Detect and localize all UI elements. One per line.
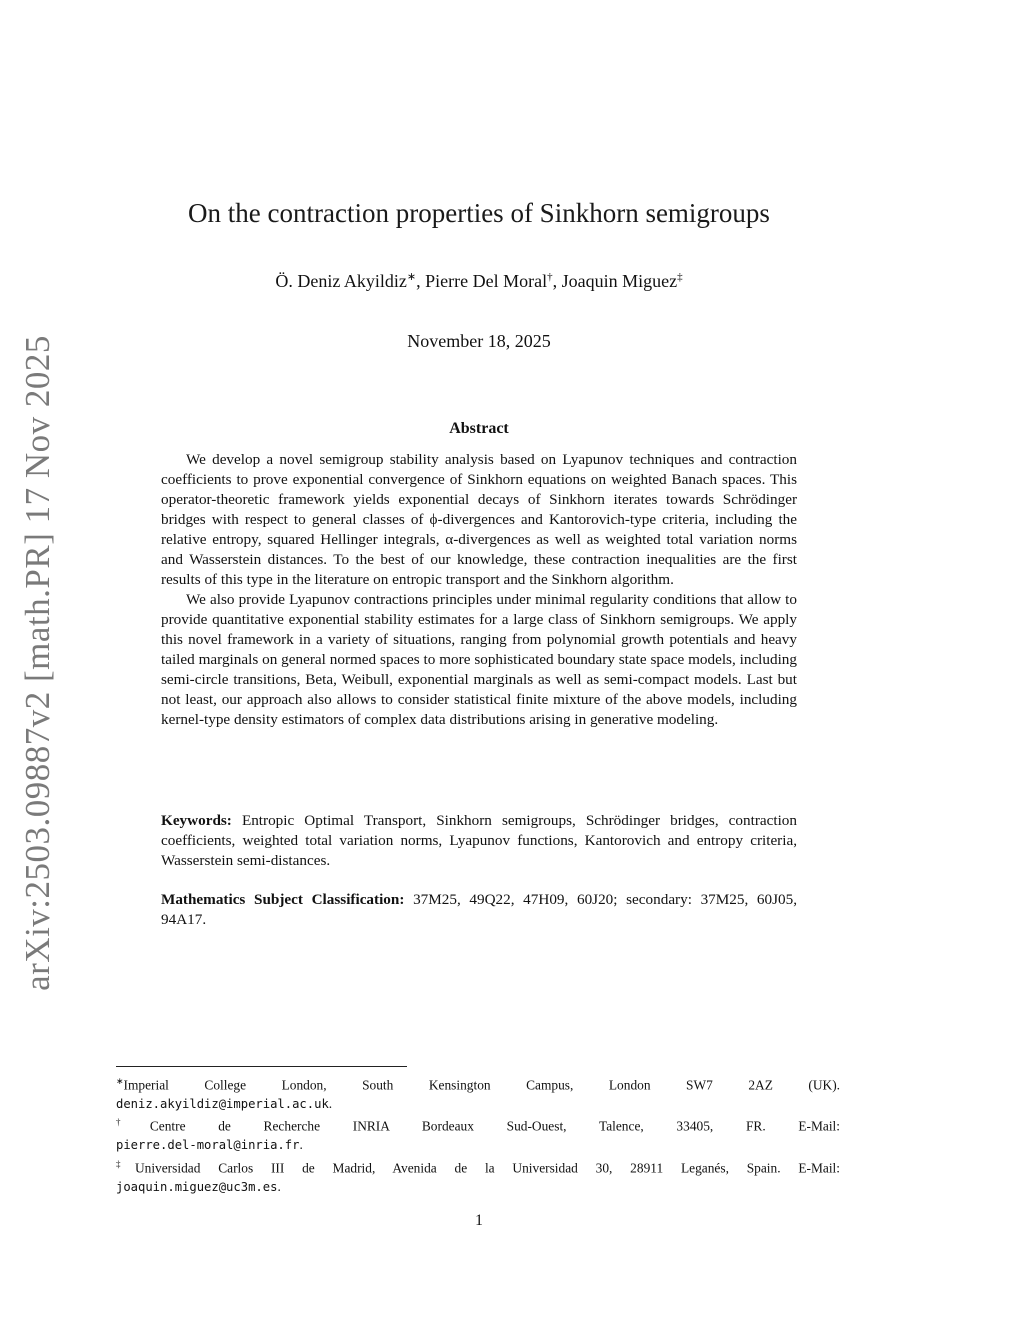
footnotes <box>116 1072 840 1196</box>
footnote-affiliation-1 <box>116 1072 840 1095</box>
footnote-text: Universidad Carlos III de Madrid, Avenida de la Universidad 30, 28911 Leganés, Spain. E-Mail: <box>134 1160 840 1176</box>
author-mark: ‡ <box>677 271 683 283</box>
author-name: Ö. Deniz Akyildiz <box>275 271 407 291</box>
keywords-block <box>161 811 797 871</box>
footnote-rule <box>116 1066 407 1067</box>
abstract-heading: Abstract <box>449 420 509 437</box>
footnote-email-line: pierre.del-moral@inria.fr. <box>116 1137 303 1153</box>
arxiv-side-stamp <box>8 334 68 991</box>
abstract-paragraph: We also provide Lyapunov contractions principles under minimal regularity conditions that allow to provide quantitative exponential stability estimates for a large class of Sinkhorn semigroups. We apply this novel framework in a variety of situations, ranging from polynomial growth potentials and heavy tailed marginals on general normed spaces to more sophisticated boundary state space models, including semi-circle transitions, Beta, Weibull, exponential marginals as well as semi-compact models. Last but not least, our approach also allows to consider statistical finite mixture of the above models, including kernel-type density estimators of complex data distributions arising in generative modeling. <box>161 591 797 728</box>
page-number: 1 <box>475 1212 483 1229</box>
footnote-email-line: joaquin.miguez@uc3m.es. <box>116 1178 281 1194</box>
footnote-affiliation-3 <box>116 1155 840 1178</box>
author-mark: † <box>547 271 553 283</box>
author-line: Ö. Deniz Akyildiz∗, Pierre Del Moral†, Joaquin Miguez‡ <box>275 271 683 291</box>
keywords-label: Keywords: <box>161 812 232 829</box>
msc-label: Mathematics Subject Classification: <box>161 891 405 908</box>
arxiv-identifier: arXiv:2503.09887v2 [math.PR] 17 Nov 2025 <box>18 334 58 991</box>
footnote-mark: ∗ <box>116 1076 124 1086</box>
footnote-mark: † <box>116 1117 150 1128</box>
footnote-mark: ‡ <box>116 1158 135 1169</box>
author-mark: ∗ <box>406 271 417 283</box>
author-name: Joaquin Miguez <box>561 271 678 291</box>
footnote-text: Centre de Recherche INRIA Bordeaux Sud-Ouest, Talence, 33405, FR. E-Mail: <box>149 1118 841 1134</box>
abstract-body <box>161 450 797 730</box>
footnote-affiliation-2 <box>116 1113 840 1136</box>
footnote-text: Imperial College London, South Kensington Campus, London SW7 2AZ (UK). <box>123 1077 840 1093</box>
keywords-text: Entropic Optimal Transport, Sinkhorn semigroups, Schrödinger bridges, contraction coefficients, weighted total variation norms, Lyapunov functions, Kantorovich and entropy criteria, Wasserstein semi-distances. <box>161 812 797 869</box>
email-link[interactable]: deniz.akyildiz@imperial.ac.uk <box>116 1096 329 1111</box>
author-name: Pierre Del Moral <box>425 271 548 291</box>
footnote-email-line: deniz.akyildiz@imperial.ac.uk. <box>116 1095 333 1111</box>
email-link[interactable]: pierre.del-moral@inria.fr <box>116 1138 300 1153</box>
msc-text: 37M25, 49Q22, 47H09, 60J20; secondary: 37M25, 60J05, 94A17. <box>161 891 797 928</box>
abstract-paragraph: We develop a novel semigroup stability analysis based on Lyapunov techniques and contraction coefficients to prove exponential convergence of Sinkhorn equations on weighted Banach spaces. This operator-theoretic framework yields exponential decays of Sinkhorn iterates towards Schrödinger bridges with respect to general classes of ϕ-divergences and Kantorovich-type criteria, including the relative entropy, squared Hellinger integrals, α-divergences as well as weighted total variation norms and Wasserstein distances. To the best of our knowledge, these contraction inequalities are the first results of this type in the literature on entropic transport and the Sinkhorn algorithm. <box>161 451 797 588</box>
email-link[interactable]: joaquin.miguez@uc3m.es <box>116 1179 278 1194</box>
paper-date: November 18, 2025 <box>407 331 551 351</box>
paper-title: On the contraction properties of Sinkhorn semigroups <box>188 198 770 228</box>
msc-block <box>161 890 797 930</box>
